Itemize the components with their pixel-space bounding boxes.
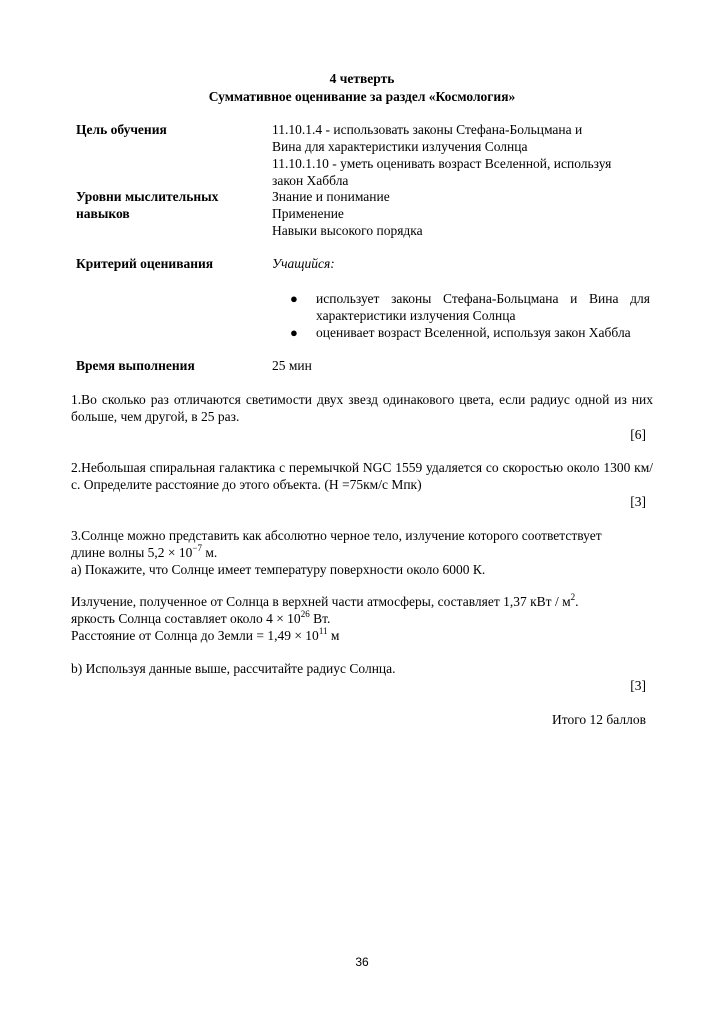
level-item: Навыки высокого порядка: [272, 223, 423, 238]
text-part: Излучение, полученное от Солнца в верхней части атмосферы, составляет 1,37 кВт / м: [71, 594, 571, 609]
level-item: Знание и понимание: [272, 189, 390, 204]
text-part: Вт.: [309, 611, 331, 626]
question-2-mark: [3]: [630, 494, 646, 509]
text-part: яркость Солнца составляет около 4 × 10: [71, 611, 301, 626]
criteria-item: [290, 324, 650, 341]
bullet-icon: ●: [290, 291, 298, 306]
time-value: 25 мин: [272, 358, 312, 373]
quarter-heading: 4 четверть: [329, 71, 395, 86]
text-part: м.: [202, 545, 218, 560]
question-3-mark: [3]: [630, 678, 646, 693]
info-line: [71, 627, 653, 644]
criteria-item-text: оценивает возраст Вселенной, используя закон Хаббла: [316, 325, 631, 340]
exponent: 26: [300, 608, 310, 619]
exponent: 2: [570, 591, 576, 602]
criteria-intro: Учащийся:: [272, 256, 335, 271]
info-line: [71, 593, 653, 610]
question-3: [71, 527, 653, 578]
criteria-item: [290, 290, 650, 324]
question-1-mark: [6]: [630, 427, 646, 442]
goal-line: 11.10.1.10 - уметь оценивать возраст Вселенной, используя: [272, 156, 612, 171]
exponent: 11: [318, 625, 328, 636]
question-3a: a) Покажите, что Солнце имеет температуру поверхности около 6000 К.: [71, 562, 486, 577]
text-part: длине волны 5,2 × 10: [71, 545, 193, 560]
goal-line: 11.10.1.4 - использовать законы Стефана-Больцмана и: [272, 122, 583, 137]
levels-label-line: Уровни мыслительных: [76, 189, 219, 204]
levels-label: [76, 188, 218, 222]
goal-label: Цель обучения: [76, 122, 167, 137]
question-1: 1.Во сколько раз отличаются светимости двух звезд одинакового цвета, если радиус одной из них больше, чем другой, в 25 раз.: [71, 392, 653, 424]
page-number: 36: [355, 955, 369, 969]
goal-line: Вина для характеристики излучения Солнца: [272, 139, 528, 154]
criteria-label: Критерий оценивания: [76, 256, 214, 271]
question-3-line: 3.Солнце можно представить как абсолютно черное тело, излучение которого соответствует: [71, 528, 602, 543]
exponent: −7: [192, 542, 202, 553]
goal-text: [272, 121, 652, 189]
text-part: м: [327, 628, 340, 643]
bullet-icon: ●: [290, 325, 298, 340]
question-3b: b) Используя данные выше, рассчитайте радиус Солнца.: [71, 661, 396, 676]
goal-line: закон Хаббла: [272, 173, 349, 188]
info-line: [71, 610, 653, 627]
levels-list: [272, 188, 652, 239]
criteria-item-text: использует законы Стефана-Больцмана и Вина для характеристики излучения Солнца: [316, 291, 650, 323]
text-part: .: [575, 594, 579, 609]
levels-label-line: навыков: [76, 206, 130, 221]
page-title: Суммативное оценивание за раздел «Космология»: [208, 89, 516, 104]
time-label: Время выполнения: [76, 358, 195, 373]
question-3-line: [71, 544, 653, 561]
total-score: Итого 12 баллов: [552, 712, 646, 727]
level-item: Применение: [272, 206, 344, 221]
question-2: 2.Небольшая спиральная галактика с перемычкой NGC 1559 удаляется со скоростью около 1300 км/с. Определите расстояние до этого объекта. (H =75км/с Мпк): [71, 460, 653, 492]
question-3-info: [71, 593, 653, 644]
text-part: Расстояние от Солнца до Земли = 1,49 × 10: [71, 628, 319, 643]
